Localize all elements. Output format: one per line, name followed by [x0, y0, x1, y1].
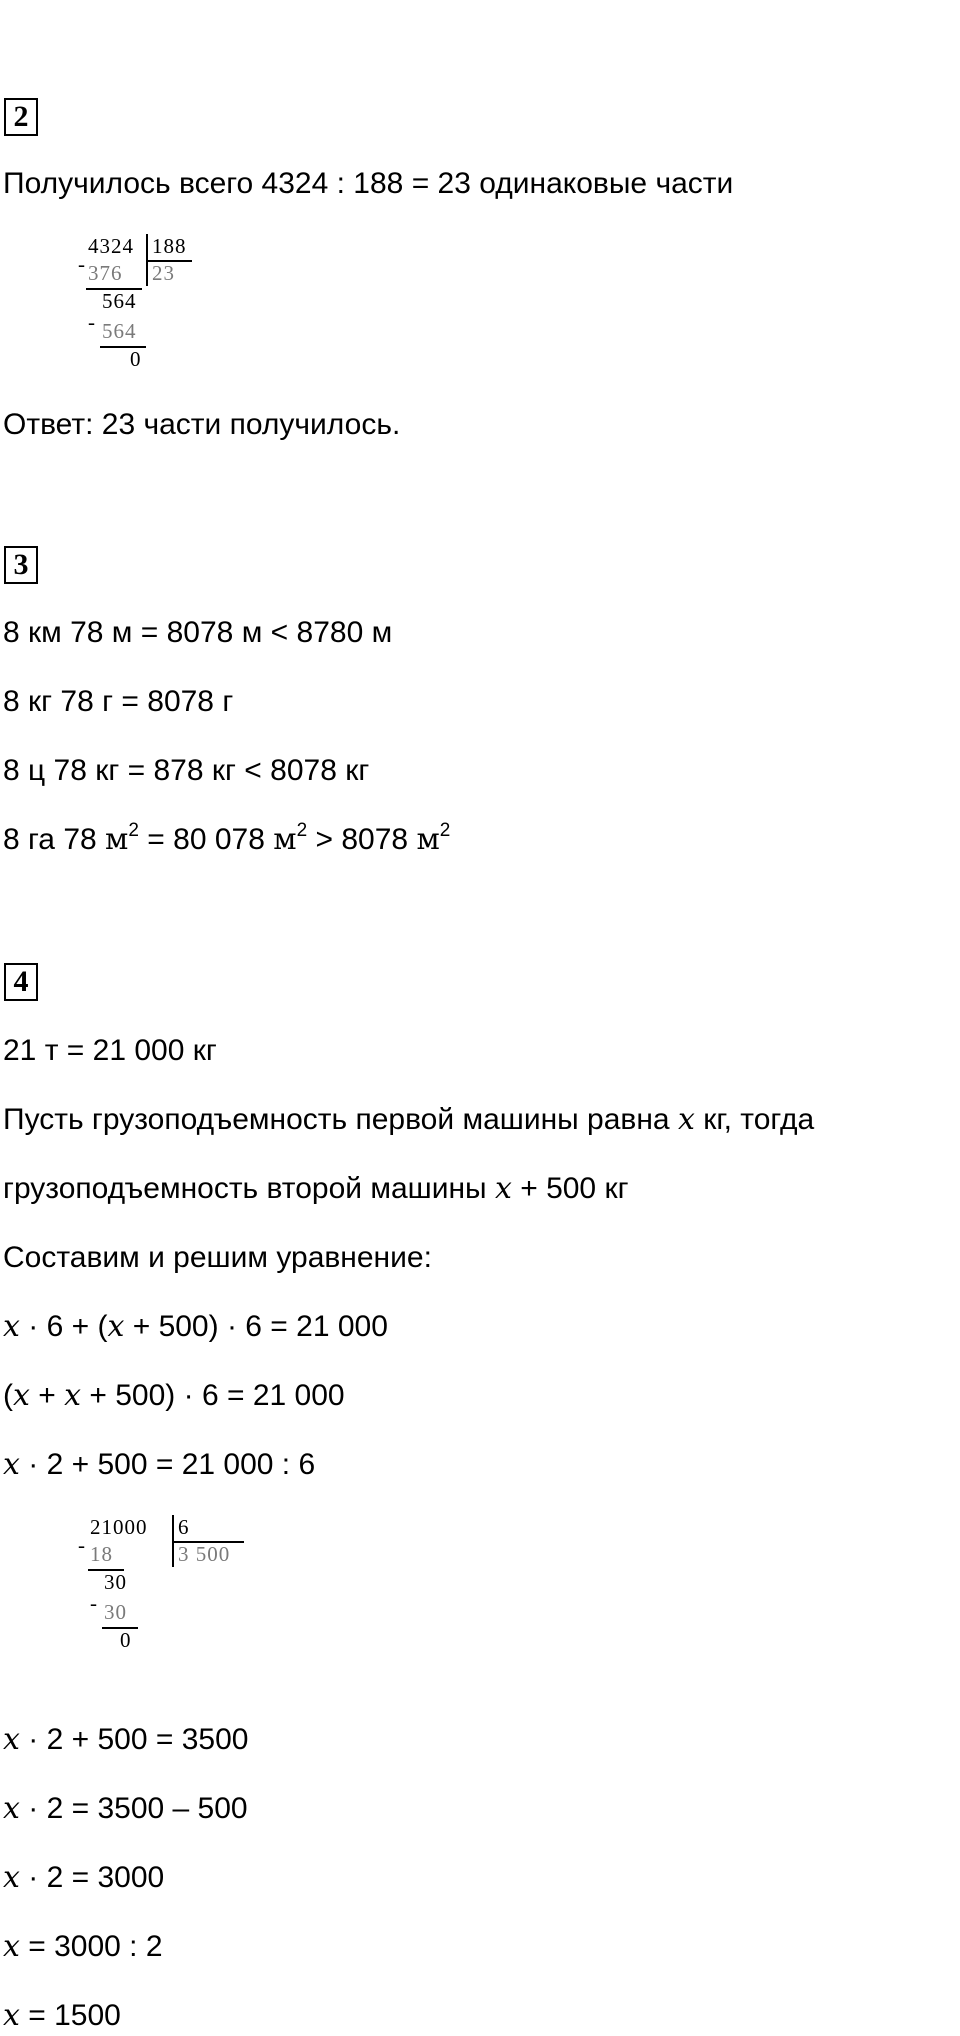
remainder-1: 30 [104, 1570, 127, 1594]
quotient: 23 [152, 261, 175, 285]
quotient: 3 500 [178, 1542, 231, 1566]
dividend: 21000 [90, 1515, 148, 1539]
dividend: 4324 [88, 234, 134, 258]
task3-line-3: 8 ц 78 кг = 878 кг < 8078 кг [3, 754, 370, 787]
divisor: 6 [178, 1515, 190, 1539]
minus-sign: - [78, 252, 86, 276]
minus-sign: - [78, 1533, 86, 1557]
equation-8: 𝑥 = 1500 [3, 1998, 121, 2033]
minus-sign: - [88, 310, 96, 334]
task3-line-4: 8 га 78 $м^2 = 80$ 078 $м^2 > 8078$ $м^2$ [3, 820, 451, 857]
task3-line-1: 8 км 78 м = 8078 м < 8780 м [3, 616, 393, 649]
task3-line-2: 8 кг 78 г = 8078 г [3, 685, 234, 718]
subtrahend-2: 564 [102, 319, 137, 343]
equation-2: (𝑥 + 𝑥 + 500) · 6 = 21 000 [3, 1378, 345, 1413]
subtrahend-1: 18 [90, 1542, 113, 1566]
task-number-box: 3 [4, 546, 38, 584]
task4-line-3: грузоподъемность второй машины 𝑥 + 500 кг [3, 1171, 629, 1206]
equation-3: 𝑥 · 2 + 500 = 21 000 : 6 [3, 1447, 316, 1482]
task4-line-1: 21 т = 21 000 кг [3, 1034, 217, 1067]
equation-1: 𝑥 · 6 + (𝑥 + 500) · 6 = 21 000 [3, 1309, 388, 1344]
task4-line-4: Составим и решим уравнение: [3, 1241, 432, 1274]
subtrahend-1: 376 [88, 261, 123, 285]
equation-7: 𝑥 = 3000 : 2 [3, 1929, 163, 1964]
equation-4: 𝑥 · 2 + 500 = 3500 [3, 1722, 249, 1757]
remainder-2: 0 [130, 347, 142, 371]
equation-5: 𝑥 · 2 = 3500 – 500 [3, 1791, 248, 1826]
task-number-box: 4 [4, 963, 38, 1001]
task-number-box: 2 [4, 98, 38, 136]
minus-sign: - [90, 1591, 98, 1615]
divisor: 188 [152, 234, 187, 258]
equation-6: 𝑥 · 2 = 3000 [3, 1860, 165, 1895]
task2-answer: Ответ: 23 части получилось. [3, 408, 401, 441]
task2-statement: Получилось всего 4324 : 188 = 23 одинаковые части [3, 167, 734, 200]
remainder-1: 564 [102, 289, 137, 313]
task4-line-2: Пусть грузоподъемность первой машины равна 𝑥 кг, тогда [3, 1102, 815, 1137]
remainder-2: 0 [120, 1628, 132, 1652]
subtrahend-2: 30 [104, 1600, 127, 1624]
